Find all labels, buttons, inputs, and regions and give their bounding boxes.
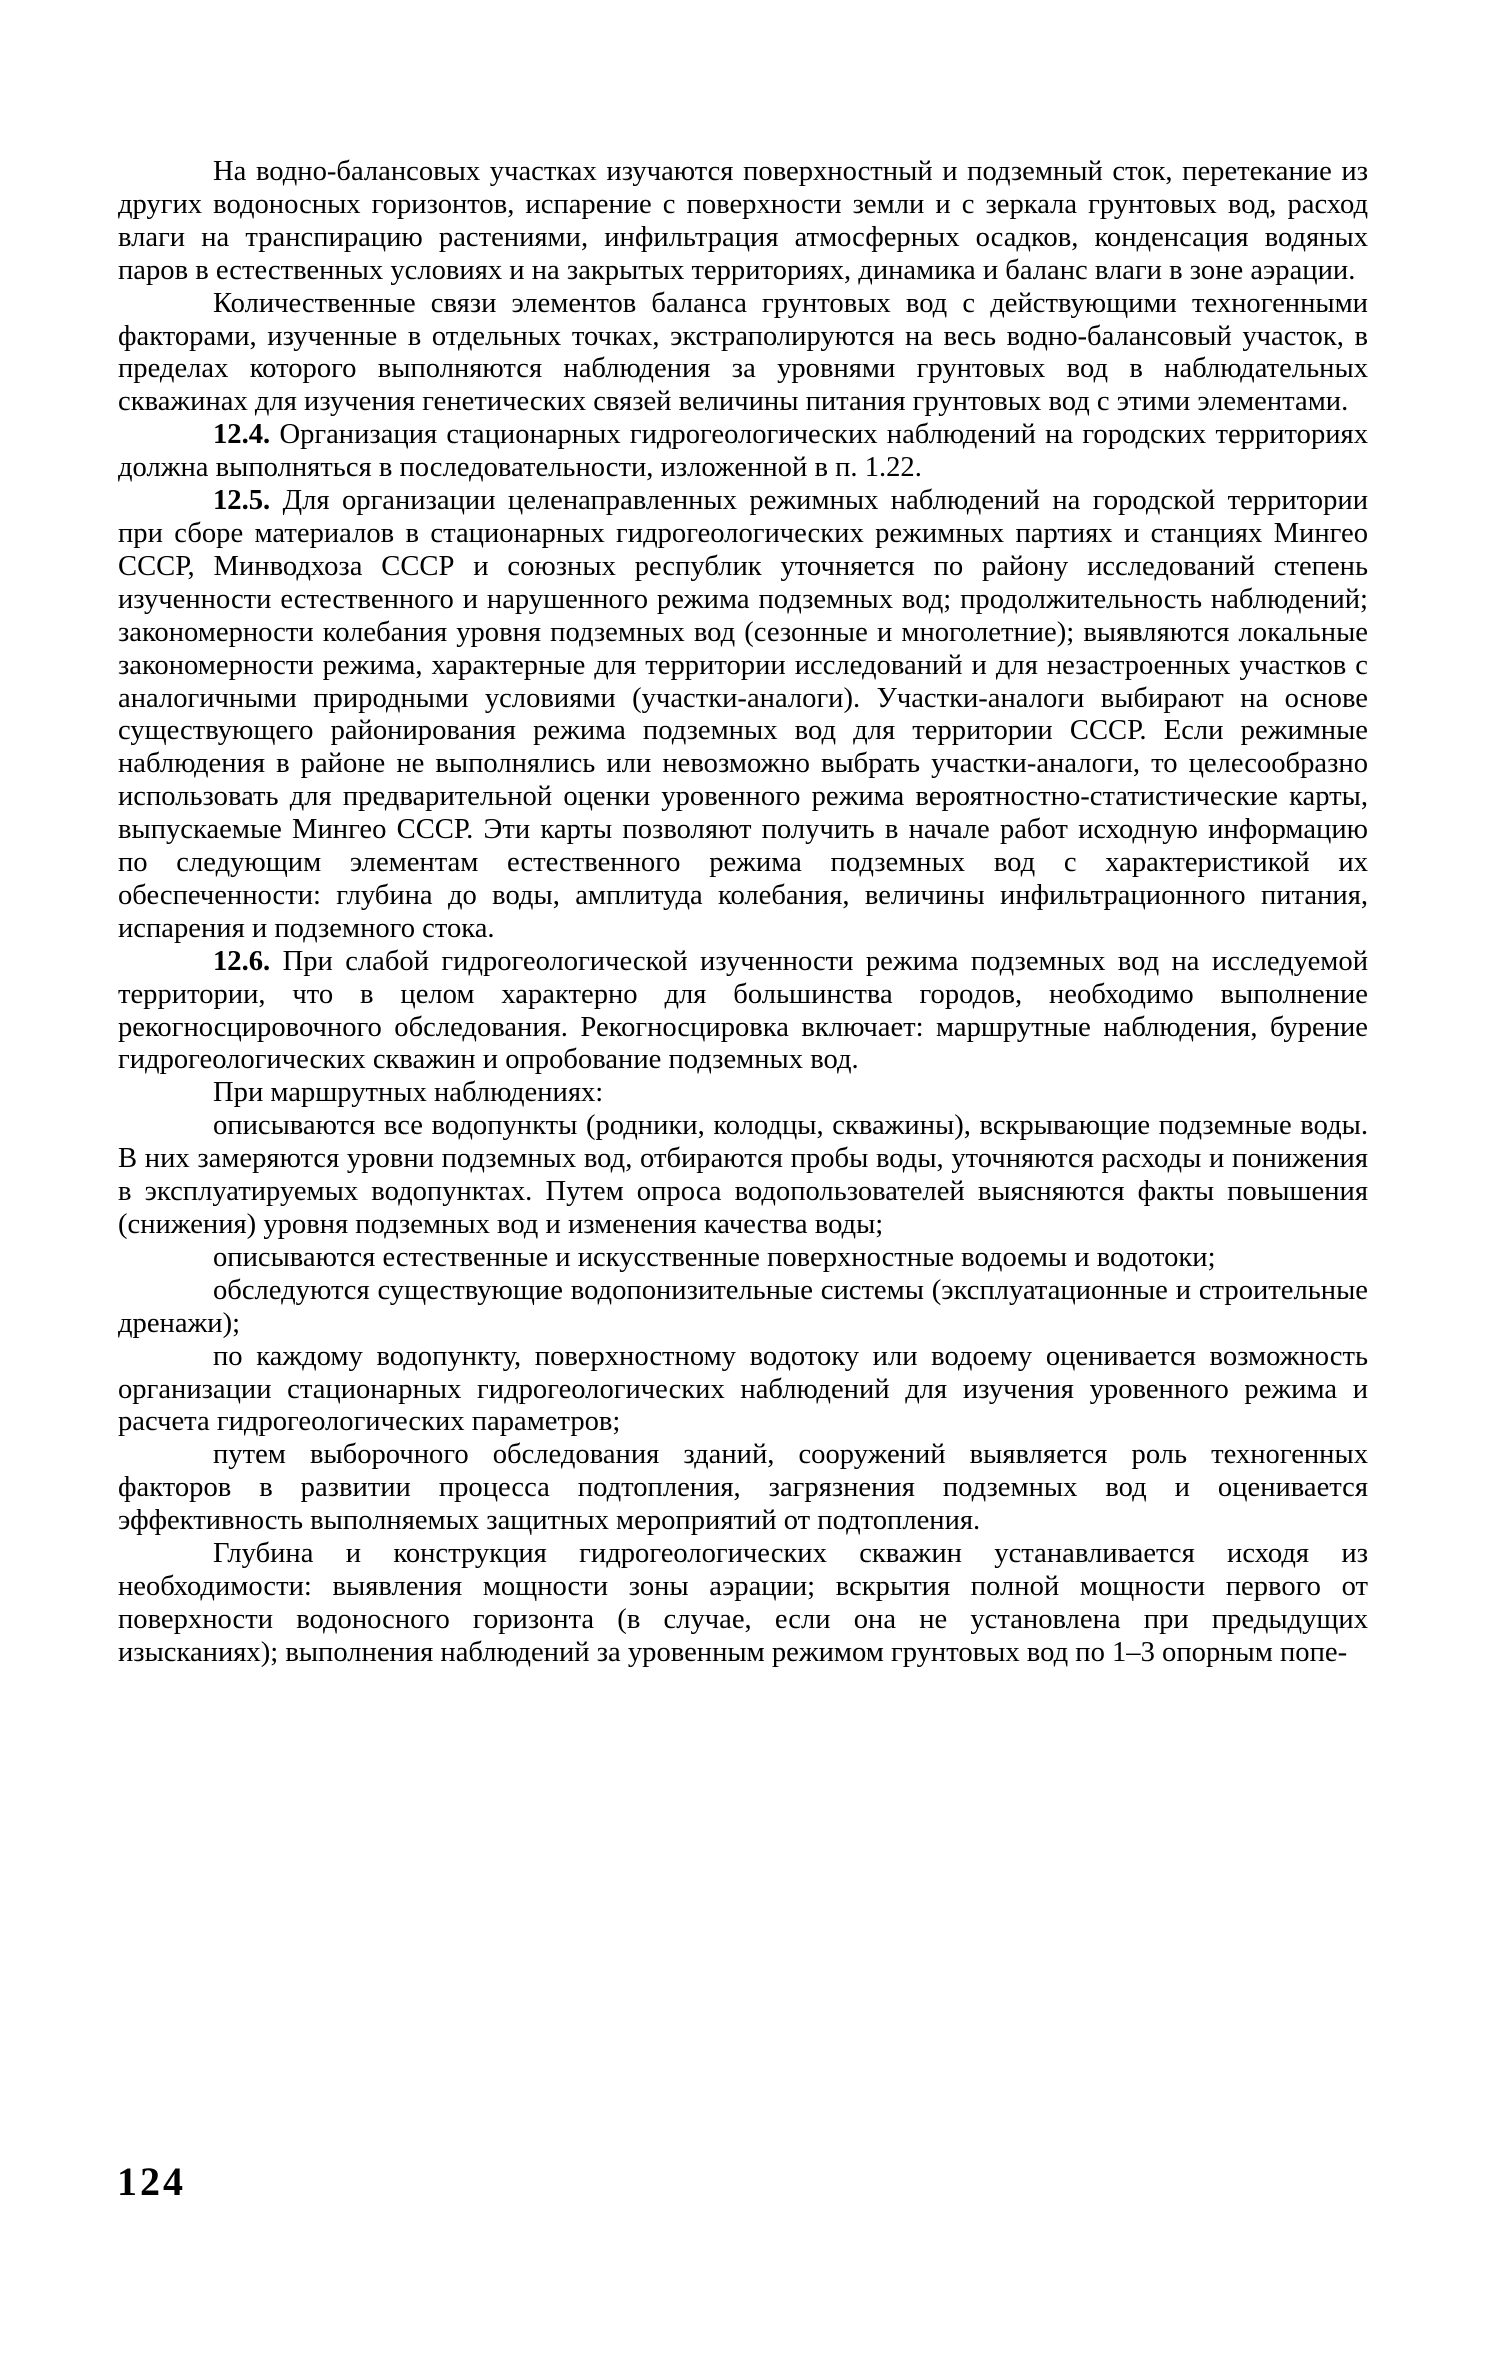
section-number: 12.4. bbox=[213, 419, 271, 451]
section-number: 12.5. bbox=[213, 485, 271, 517]
list-item-observation-feasibility: по каждому водопункту, поверхностному водотоку или водоему оценивается возможность организации стационарных гидрогеологических наблюдений для изучения уровенного режима и расчета гидрогеологических параметров; bbox=[118, 1340, 1368, 1438]
section-number: 12.6. bbox=[213, 945, 271, 977]
list-item-building-survey: путем выборочного обследования зданий, сооружений выявляется роль техногенных факторов в развитии процесса подтопления, загрязнения подземных вод и оценивается эффективность выполняемых защитных мероприятий от подтопления. bbox=[118, 1439, 1368, 1537]
list-item-water-points: описываются все водопункты (родники, колодцы, скважины), вскрывающие подземные воды. В них замеряются уровни подземных вод, отбираются пробы воды, уточняются расходы и понижения в эксплуатируемых водопунктах. Путем опроса водопользователей выясняются факты повышения (снижения) уровня подземных вод и изменения качества воды; bbox=[118, 1110, 1368, 1240]
paragraph-water-balance-sites: На водно-балансовых участках изучаются поверхностный и подземный сток, перетекание из других водоносных горизонтов, испарение с поверхности земли и с зеркала грунтовых вод, расход влаги на транспирацию растениями, инфильтрация атмосферных осадков, конденсация водяных паров в естественных условиях и на закрытых территориях, динамика и баланс влаги в зоне аэрации. bbox=[118, 156, 1368, 286]
paragraph-12-5: 12.5. Для организации целенаправленных режимных наблюдений на городской территории при сборе материалов в стационарных гидрогеологических режимных партиях и станциях Мингео СССР, Минводхоза СССР и союзных республик уточняется по району исследований степень изученности естественного и нарушенного режима подземных вод; продолжительность наблюдений; закономерности колебания уровня подземных вод (сезонные и многолетние); выявляются локальные закономерности режима, характерные для территории исследований и для незастроенных участков с аналогичными природными условиями (участки-аналоги). Участки-аналоги выбирают на основе существующего районирования режима подземных вод для территории СССР. Если режимные наблюдения в районе не выполнялись или невозможно выбрать участки-аналоги, то целесообразно использовать для предварительной оценки уровенного режима вероятностно-статистические карты, выпускаемые Мингео СССР. Эти карты позволяют получить в начале работ исходную информацию по следующим элементам естественного режима подземных вод с характеристикой их обеспеченности: глубина до воды, амплитуда колебания, величины инфильтрационного питания, испарения и подземного стока. bbox=[118, 485, 1368, 944]
paragraph-12-6: 12.6. При слабой гидрогеологической изученности режима подземных вод на исследуемой территории, что в целом характерно для большинства городов, необходимо выполнение рекогносцировочного обследования. Рекогносцировка включает: маршрутные наблюдения, бурение гидрогеологических скважин и опробование подземных вод. bbox=[118, 945, 1368, 1076]
paragraph-12-4: 12.4. Организация стационарных гидрогеологических наблюдений на городских территориях должна выполняться в последовательности, изложенной в п. 1.22. bbox=[118, 419, 1368, 484]
page-number: 124 bbox=[117, 2159, 186, 2204]
paragraph-well-depth-design: Глубина и конструкция гидрогеологических скважин устанавливается исходя из необходимости: выявления мощности зоны аэрации; вскрытия полной мощности первого от поверхности водоносного горизонта (в случае, если она не установлена при предыдущих изысканиях); выполнения наблюдений за уровенным режимом грунтовых вод по 1–3 опорным попе- bbox=[118, 1538, 1368, 1668]
list-item-drainage-systems: обследуются существующие водопонизительные системы (эксплуатационные и строительные дренажи); bbox=[118, 1274, 1368, 1339]
paragraph-quantitative-links: Количественные связи элементов баланса грунтовых вод с действующими техногенными факторами, изученные в отдельных точках, экстраполируются на весь водно-балансовый участок, в пределах которого выполняются наблюдения за уровнями грунтовых вод в наблюдательных скважинах для изучения генетических связей величины питания грунтовых вод с этими элементами. bbox=[118, 287, 1368, 418]
body-text bbox=[118, 156, 1368, 1670]
paragraph-route-observations-intro: При маршрутных наблюдениях: bbox=[213, 1077, 604, 1109]
list-item-surface-water-bodies: описываются естественные и искусственные поверхностные водоемы и водотоки; bbox=[213, 1241, 1216, 1273]
